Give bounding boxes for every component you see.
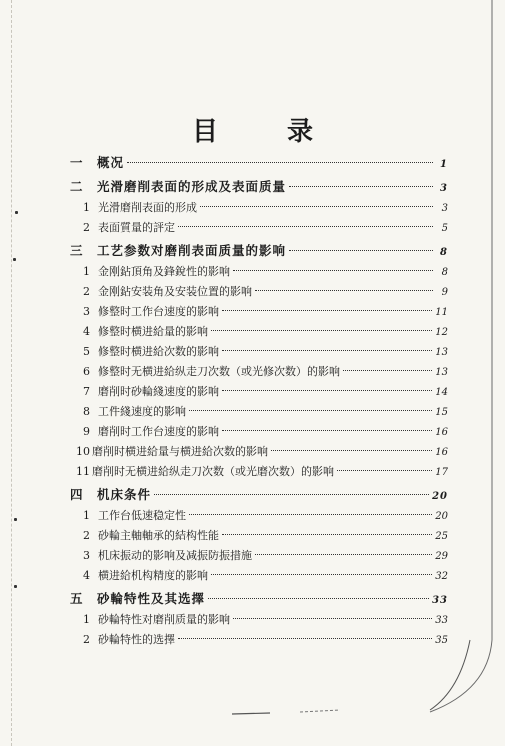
toc-entry-title: 砂輪主軸軸承的結构性能 xyxy=(98,529,219,542)
toc-entry-title: 砂輪特性及其选擇 xyxy=(97,591,206,606)
toc-entry-number: 5 xyxy=(83,345,90,358)
toc-leader-dots xyxy=(211,330,432,331)
toc-leader-dots xyxy=(337,470,432,471)
toc-subsection-entry xyxy=(70,526,448,546)
toc-page-number: 33 xyxy=(435,615,448,626)
toc-leader-dots xyxy=(271,450,432,451)
toc-entry-title: 光滑磨削表面的形成及表面质量 xyxy=(97,179,287,194)
toc-page-number: 17 xyxy=(435,467,448,478)
toc-leader-dots xyxy=(200,206,433,207)
toc-subsection-entry xyxy=(70,506,448,526)
toc-subsection-entry xyxy=(70,630,448,650)
toc-page-number: 25 xyxy=(435,531,448,542)
toc-page-number: 3 xyxy=(440,183,448,194)
toc-subsection-entry xyxy=(70,362,448,382)
toc-entry-number: 四 xyxy=(70,487,84,502)
toc-entry-number: 3 xyxy=(83,549,90,562)
toc-page-number: 13 xyxy=(435,347,448,358)
toc-leader-dots xyxy=(343,370,432,371)
toc-leader-dots xyxy=(208,598,429,599)
toc-entry-number: 五 xyxy=(70,591,84,606)
toc-page-number: 8 xyxy=(440,247,448,258)
toc-section-entry xyxy=(70,241,448,262)
toc-entry-title: 修整时无横进給纵走刀次数（或光修次数）的影响 xyxy=(98,365,340,378)
toc-subsection-entry xyxy=(70,566,448,586)
toc-entry-number: 1 xyxy=(83,509,90,522)
toc-entry-title: 砂輪特性的选擇 xyxy=(98,633,175,646)
toc-subsection-entry xyxy=(70,546,448,566)
toc-entry-title: 光滑磨削表面的形成 xyxy=(98,201,197,214)
toc-leader-dots xyxy=(222,534,432,535)
toc-subsection-entry xyxy=(70,262,448,282)
toc-entry-number: 1 xyxy=(83,201,90,214)
toc-leader-dots xyxy=(233,618,432,619)
toc-leader-dots xyxy=(154,494,429,495)
toc-entry-number: 1 xyxy=(83,265,90,278)
toc-page-number: 5 xyxy=(441,223,448,234)
toc-leader-dots xyxy=(233,270,433,271)
toc-entry-title: 磨削时砂輪綫速度的影响 xyxy=(98,385,219,398)
toc-entry-title: 工件綫速度的影响 xyxy=(98,405,186,418)
toc-entry-number: 7 xyxy=(83,385,90,398)
toc-subsection-entry xyxy=(70,342,448,362)
toc-leader-dots xyxy=(255,290,433,291)
toc-page-number: 15 xyxy=(435,407,448,418)
toc-subsection-entry xyxy=(70,198,448,218)
toc-entry-title: 机床振动的影响及减振防振措施 xyxy=(98,549,252,562)
toc-subsection-entry xyxy=(70,462,448,482)
toc-section-entry xyxy=(70,485,448,506)
toc-leader-dots xyxy=(289,250,433,251)
toc-entry-number: 10 xyxy=(76,445,90,458)
toc-entry-title: 磨削时工作台速度的影响 xyxy=(98,425,219,438)
toc-entry-number: 1 xyxy=(83,613,90,626)
toc-page-number: 12 xyxy=(435,327,448,338)
toc-entry-title: 工作台低速稳定性 xyxy=(98,509,186,522)
toc-entry-title: 表面質量的評定 xyxy=(98,221,175,234)
toc-section-entry xyxy=(70,589,448,610)
toc-entry-number: 2 xyxy=(83,221,90,234)
toc-subsection-entry xyxy=(70,218,448,238)
toc-leader-dots xyxy=(255,554,432,555)
toc-page-number: 14 xyxy=(435,387,448,398)
toc-page-number: 16 xyxy=(435,427,448,438)
toc-subsection-entry xyxy=(70,382,448,402)
toc-section-entry xyxy=(70,177,448,198)
toc-page-number: 1 xyxy=(440,159,448,170)
toc-page-number: 20 xyxy=(435,511,448,522)
toc-subsection-entry xyxy=(70,302,448,322)
toc-entry-number: 二 xyxy=(70,179,84,194)
toc-page-number: 33 xyxy=(432,595,448,606)
toc-entry-number: 4 xyxy=(83,325,90,338)
toc-page-number: 8 xyxy=(441,267,448,278)
toc-entry-number: 2 xyxy=(83,529,90,542)
toc-page-number: 32 xyxy=(435,571,448,582)
toc-page-number: 11 xyxy=(435,307,448,318)
toc-subsection-entry xyxy=(70,610,448,630)
toc-entry-title: 机床条件 xyxy=(97,487,152,502)
toc-entry-number: 3 xyxy=(83,305,90,318)
toc-subsection-entry xyxy=(70,422,448,442)
toc-entry-title: 砂輪特性对磨削质量的影响 xyxy=(98,613,230,626)
toc-entry-number: 4 xyxy=(83,569,90,582)
toc-entry-title: 磨削时横进給量与横进給次数的影响 xyxy=(92,445,268,458)
toc-subsection-entry xyxy=(70,322,448,342)
toc-section-entry xyxy=(70,153,448,174)
toc-leader-dots xyxy=(189,514,432,515)
toc-entry-number: 三 xyxy=(70,243,84,258)
toc-entry-number: 11 xyxy=(76,465,90,478)
toc-entry-title: 金刚鉆頂角及鋒銳性的影响 xyxy=(98,265,230,278)
toc-entry-title: 修整时工作台速度的影响 xyxy=(98,305,219,318)
toc-entry-title: 工艺参数对磨削表面质量的影响 xyxy=(97,243,287,258)
toc-entry-number: 2 xyxy=(83,285,90,298)
toc-leader-dots xyxy=(222,390,432,391)
toc-leader-dots xyxy=(127,162,433,163)
toc-leader-dots xyxy=(222,350,432,351)
toc-leader-dots xyxy=(211,574,432,575)
toc-page-number: 16 xyxy=(435,447,448,458)
toc-page-number: 9 xyxy=(441,287,448,298)
toc-entry-title: 修整时横进給次数的影响 xyxy=(98,345,219,358)
toc-entry-title: 概况 xyxy=(97,155,125,170)
toc-leader-dots xyxy=(189,410,432,411)
toc-entry-title: 修整时横进給量的影响 xyxy=(98,325,208,338)
page-title: 目 录 xyxy=(191,117,344,147)
toc-leader-dots xyxy=(178,226,433,227)
toc-entry-title: 横进給机构精度的影响 xyxy=(98,569,208,582)
toc-page-number: 20 xyxy=(432,491,448,502)
toc-leader-dots xyxy=(222,430,432,431)
toc-page-number: 29 xyxy=(435,551,448,562)
toc-page-number: 13 xyxy=(435,367,448,378)
toc-subsection-entry xyxy=(70,402,448,422)
table-of-contents xyxy=(70,153,448,650)
toc-entry-number: 9 xyxy=(83,425,90,438)
toc-leader-dots xyxy=(289,186,433,187)
toc-subsection-entry xyxy=(70,442,448,462)
toc-page-number: 35 xyxy=(435,635,448,646)
toc-leader-dots xyxy=(222,310,432,311)
toc-subsection-entry xyxy=(70,282,448,302)
toc-entry-number: 2 xyxy=(83,633,90,646)
toc-entry-number: 8 xyxy=(83,405,90,418)
toc-page-number: 3 xyxy=(441,203,448,214)
toc-entry-title: 金刚鉆安装角及安装位置的影响 xyxy=(98,285,252,298)
toc-leader-dots xyxy=(178,638,432,639)
toc-entry-number: 6 xyxy=(83,365,90,378)
toc-entry-number: 一 xyxy=(70,155,84,170)
toc-entry-title: 磨削时无横进給纵走刀次数（或光磨次数）的影响 xyxy=(92,465,334,478)
